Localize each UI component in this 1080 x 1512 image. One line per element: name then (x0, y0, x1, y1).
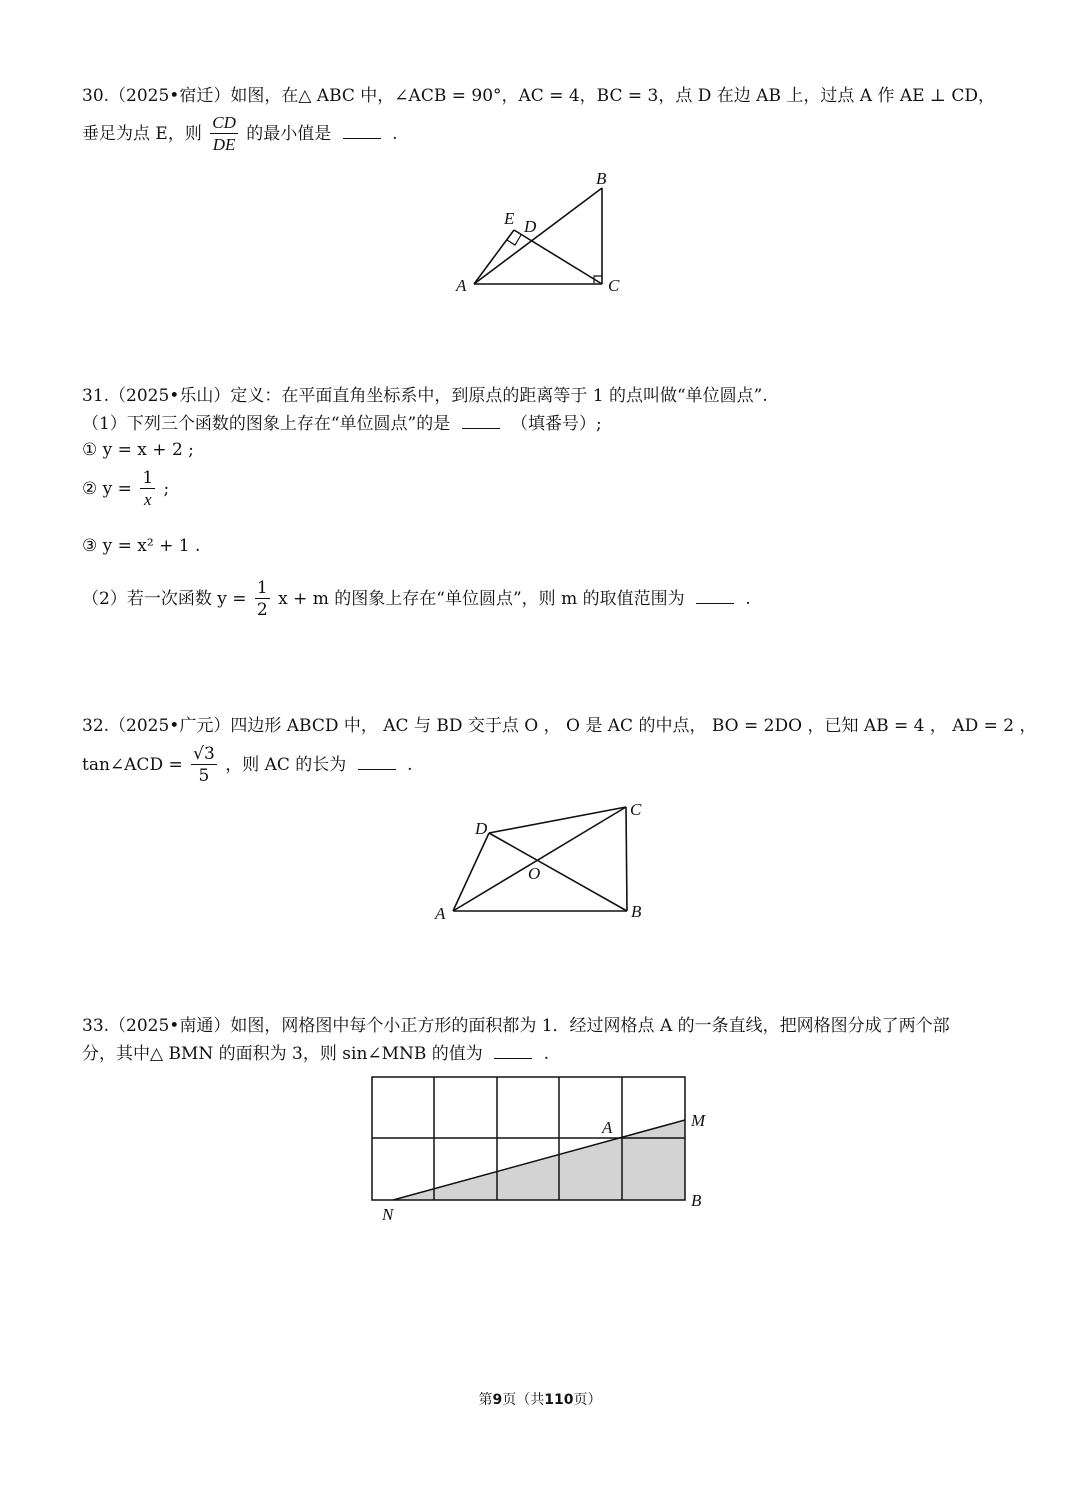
q31-option-3: ③ y = x² + 1 . (82, 536, 201, 556)
q32-line2-post: ，则 AC 的长为 (225, 755, 347, 775)
q30-label-A: A (456, 276, 467, 295)
footer-post: 页） (573, 1392, 602, 1408)
q32-line1: 32.（2025•广元）四边形 ABCD 中， AC 与 BD 交于点 O ， O 是 AC 的中点， BO = 2DO ，已知 AB = 4 ， AD = 2 ， (82, 716, 1037, 736)
q30-seg-EC (514, 230, 602, 284)
q31-option-2-denominator: x (143, 490, 152, 509)
q31-part2-denominator: 2 (256, 600, 268, 620)
page-footer (0, 1389, 1080, 1409)
q33-label-B: B (691, 1191, 702, 1210)
q31-part2-fraction (255, 578, 270, 621)
q33-line2 (82, 1042, 549, 1066)
q33-line2-text: 分，其中△ BMN 的面积为 3，则 sin∠MNB 的值为 (82, 1044, 483, 1064)
q30-line2-post: 的最小值是 (246, 124, 332, 144)
q30-answer-blank[interactable] (343, 124, 381, 139)
q31-part2-end: . (745, 589, 751, 609)
q33-label-N: N (382, 1205, 394, 1224)
q30-label-E: E (504, 209, 515, 228)
q30-line1: 30.（2025•宿迁）如图，在△ ABC 中，∠ACB = 90°，AC = 4，BC = 3，点 D 在边 AB 上，过点 A 作 AE ⊥ CD， (82, 86, 995, 106)
q31-line2-text: （1）下列三个函数的图象上存在“单位圆点”的是 (82, 414, 451, 434)
q33-answer-blank[interactable] (494, 1044, 532, 1059)
q30-fraction (210, 113, 238, 156)
q31-option-2-pre: ② y = (82, 479, 132, 499)
q32-label-O: O (528, 864, 541, 883)
q32-fraction (191, 744, 217, 787)
q31-line2-end: （填番号）; (511, 414, 602, 434)
q30-line2 (82, 113, 397, 156)
q31-option-2-numerator: 1 (142, 468, 154, 488)
q30-seg-AE (474, 230, 514, 284)
q30-label-C: C (608, 276, 620, 295)
q32-figure (425, 795, 665, 925)
q33-line1: 33.（2025•南通）如图，网格图中每个小正方形的面积都为 1．经过网格点 A 的一条直线，把网格图分成了两个部 (82, 1016, 950, 1036)
footer-total-pages: 110 (544, 1392, 574, 1408)
q31-part2-numerator: 1 (256, 578, 268, 598)
q31-option-2-fraction (140, 468, 155, 511)
q32-label-C: C (630, 800, 642, 819)
q33-label-A: A (602, 1118, 613, 1137)
q31-part2 (82, 578, 751, 621)
q31-part2-post: x + m 的图象上存在“单位圆点”，则 m 的取值范围为 (278, 589, 685, 609)
footer-mid: 页（共 (502, 1392, 545, 1408)
q32-line2-end: . (407, 755, 413, 775)
q32-answer-blank[interactable] (358, 755, 396, 770)
q32-line2 (82, 744, 413, 787)
q30-line2-end: . (392, 124, 398, 144)
q33-line2-end: . (543, 1044, 550, 1064)
q32-label-B: B (631, 902, 642, 921)
q31-option-2 (82, 468, 169, 511)
q31-option-1: ① y = x + 2 ; (82, 440, 194, 460)
q32-line2-pre: tan∠ACD = (82, 755, 183, 775)
q31-answer-blank-1[interactable] (462, 414, 500, 429)
q31-part2-pre: （2）若一次函数 y = (82, 589, 247, 609)
q30-label-B: B (596, 169, 607, 188)
q32-seg-BD (489, 833, 627, 911)
q30-fraction-numerator: CD (212, 113, 236, 132)
footer-pre: 第 (478, 1392, 493, 1408)
footer-page-number: 9 (492, 1392, 503, 1408)
q31-line2 (82, 412, 602, 436)
q31-line1: 31.（2025•乐山）定义：在平面直角坐标系中，到原点的距离等于 1 的点叫做“单位圆点”. (82, 386, 768, 406)
q32-fraction-numerator: √3 (193, 744, 215, 764)
q30-label-D: D (524, 217, 537, 236)
q33-figure (360, 1065, 720, 1230)
q30-seg-AB (474, 188, 602, 284)
q33-label-M: M (691, 1111, 706, 1130)
q30-line2-pre: 垂足为点 E，则 (82, 124, 202, 144)
q31-answer-blank-2[interactable] (696, 589, 734, 604)
q32-seg-BC (626, 807, 627, 911)
q31-option-2-post: ; (163, 479, 170, 499)
q30-fraction-denominator: DE (212, 135, 236, 154)
q30-figure (440, 160, 640, 300)
q32-label-A: A (435, 904, 446, 923)
q32-label-D: D (475, 819, 488, 838)
q32-fraction-denominator: 5 (198, 766, 210, 786)
